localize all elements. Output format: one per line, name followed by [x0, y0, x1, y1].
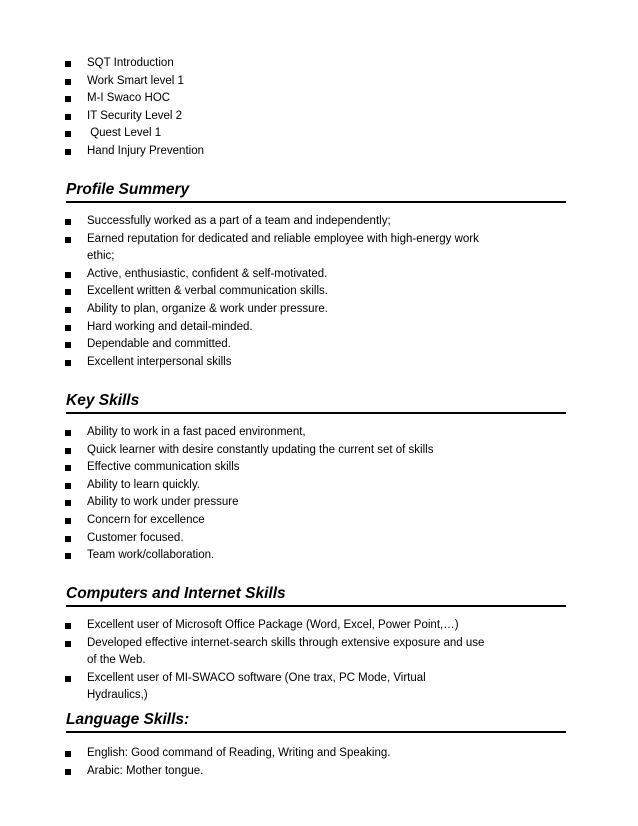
square-bullet-icon	[65, 237, 71, 243]
list-item	[0, 143, 487, 161]
course-text: SQT Introduction	[87, 57, 174, 69]
computer-skills-heading	[66, 583, 566, 607]
list-item	[0, 617, 487, 635]
square-bullet-icon	[65, 114, 71, 120]
square-bullet-icon	[65, 483, 71, 489]
item-text: Ability to learn quickly.	[87, 478, 200, 491]
language-skills-list	[0, 745, 638, 780]
list-item	[0, 354, 487, 372]
section-title: Key Skills	[66, 392, 140, 409]
square-bullet-icon	[65, 96, 71, 102]
square-bullet-icon	[65, 219, 71, 225]
item-text: Customer focused.	[87, 531, 184, 544]
square-bullet-icon	[65, 676, 71, 682]
list-item	[0, 745, 487, 763]
item-text: Excellent user of MI-SWACO software (One trax, PC Mode, Virtual Hydraulics,)	[87, 671, 426, 702]
square-bullet-icon	[65, 289, 71, 295]
item-text: Ability to plan, organize & work under pressure.	[87, 302, 328, 315]
list-item	[0, 547, 487, 565]
course-text: M-I Swaco HOC	[87, 92, 171, 105]
course-text: Quest Level 1	[87, 127, 162, 140]
computer-skills-list	[0, 617, 638, 705]
item-text: Developed effective internet-search skills through extensive exposure and use of the Web.	[87, 636, 485, 667]
list-item	[0, 477, 487, 495]
item-text: Quick learner with desire constantly updating the current set of skills	[87, 443, 434, 456]
courses-list	[0, 55, 638, 161]
list-item	[0, 459, 487, 477]
list-item	[0, 635, 487, 670]
square-bullet-icon	[65, 360, 71, 366]
section-title: Language Skills:	[66, 711, 190, 728]
list-item	[0, 530, 487, 548]
square-bullet-icon	[65, 342, 71, 348]
item-text: Effective communication skills	[87, 461, 240, 474]
list-item	[0, 266, 487, 284]
list-item	[0, 90, 487, 108]
square-bullet-icon	[65, 769, 71, 775]
list-item	[0, 763, 487, 781]
square-bullet-icon	[65, 61, 71, 67]
item-text: Excellent written & verbal communication skills.	[87, 285, 328, 298]
course-text: Hand Injury Prevention	[87, 144, 204, 157]
item-text: Earned reputation for dedicated and reliable employee with high-energy work ethic;	[87, 232, 479, 263]
course-text: IT Security Level 2	[87, 109, 183, 122]
list-item	[0, 283, 487, 301]
square-bullet-icon	[65, 500, 71, 506]
square-bullet-icon	[65, 641, 71, 647]
square-bullet-icon	[65, 272, 71, 278]
item-text: Arabic: Mother tongue.	[87, 764, 204, 777]
list-item	[0, 55, 487, 73]
item-text: Excellent user of Microsoft Office Package (Word, Excel, Power Point,…)	[87, 619, 459, 631]
item-text: Concern for excellence	[87, 513, 205, 526]
list-item	[0, 73, 487, 91]
list-item	[0, 125, 487, 143]
square-bullet-icon	[65, 307, 71, 313]
list-item	[0, 319, 487, 337]
list-item	[0, 231, 487, 266]
square-bullet-icon	[65, 430, 71, 436]
list-item	[0, 494, 487, 512]
list-item	[0, 301, 487, 319]
course-text: Work Smart level 1	[87, 74, 184, 87]
section-title: Profile Summery	[66, 181, 190, 198]
profile-summary-list	[0, 213, 638, 371]
square-bullet-icon	[65, 131, 71, 137]
section-title: Computers and Internet Skills	[66, 585, 286, 602]
profile-summary-heading	[66, 179, 566, 203]
item-text: Dependable and committed.	[87, 338, 231, 351]
list-item	[0, 336, 487, 354]
square-bullet-icon	[65, 465, 71, 471]
key-skills-heading	[66, 390, 566, 414]
square-bullet-icon	[65, 623, 71, 629]
key-skills-list	[0, 424, 638, 565]
item-text: Ability to work under pressure	[87, 496, 239, 509]
square-bullet-icon	[65, 149, 71, 155]
item-text: Hard working and detail-minded.	[87, 320, 253, 333]
list-item	[0, 424, 487, 442]
square-bullet-icon	[65, 518, 71, 524]
item-text: Successfully worked as a part of a team and independently;	[87, 215, 391, 227]
list-item	[0, 442, 487, 460]
item-text: Active, enthusiastic, confident & self-motivated.	[87, 267, 328, 280]
square-bullet-icon	[65, 448, 71, 454]
list-item	[0, 512, 487, 530]
list-item	[0, 108, 487, 126]
square-bullet-icon	[65, 79, 71, 85]
item-text: Ability to work in a fast paced environment,	[87, 426, 306, 438]
item-text: Excellent interpersonal skills	[87, 355, 232, 368]
item-text: Team work/collaboration.	[87, 549, 215, 562]
square-bullet-icon	[65, 325, 71, 331]
language-skills-heading	[66, 709, 566, 733]
list-item	[0, 670, 487, 705]
square-bullet-icon	[65, 751, 71, 757]
list-item	[0, 213, 487, 231]
item-text: English: Good command of Reading, Writing and Speaking.	[87, 747, 391, 759]
square-bullet-icon	[65, 553, 71, 559]
square-bullet-icon	[65, 536, 71, 542]
